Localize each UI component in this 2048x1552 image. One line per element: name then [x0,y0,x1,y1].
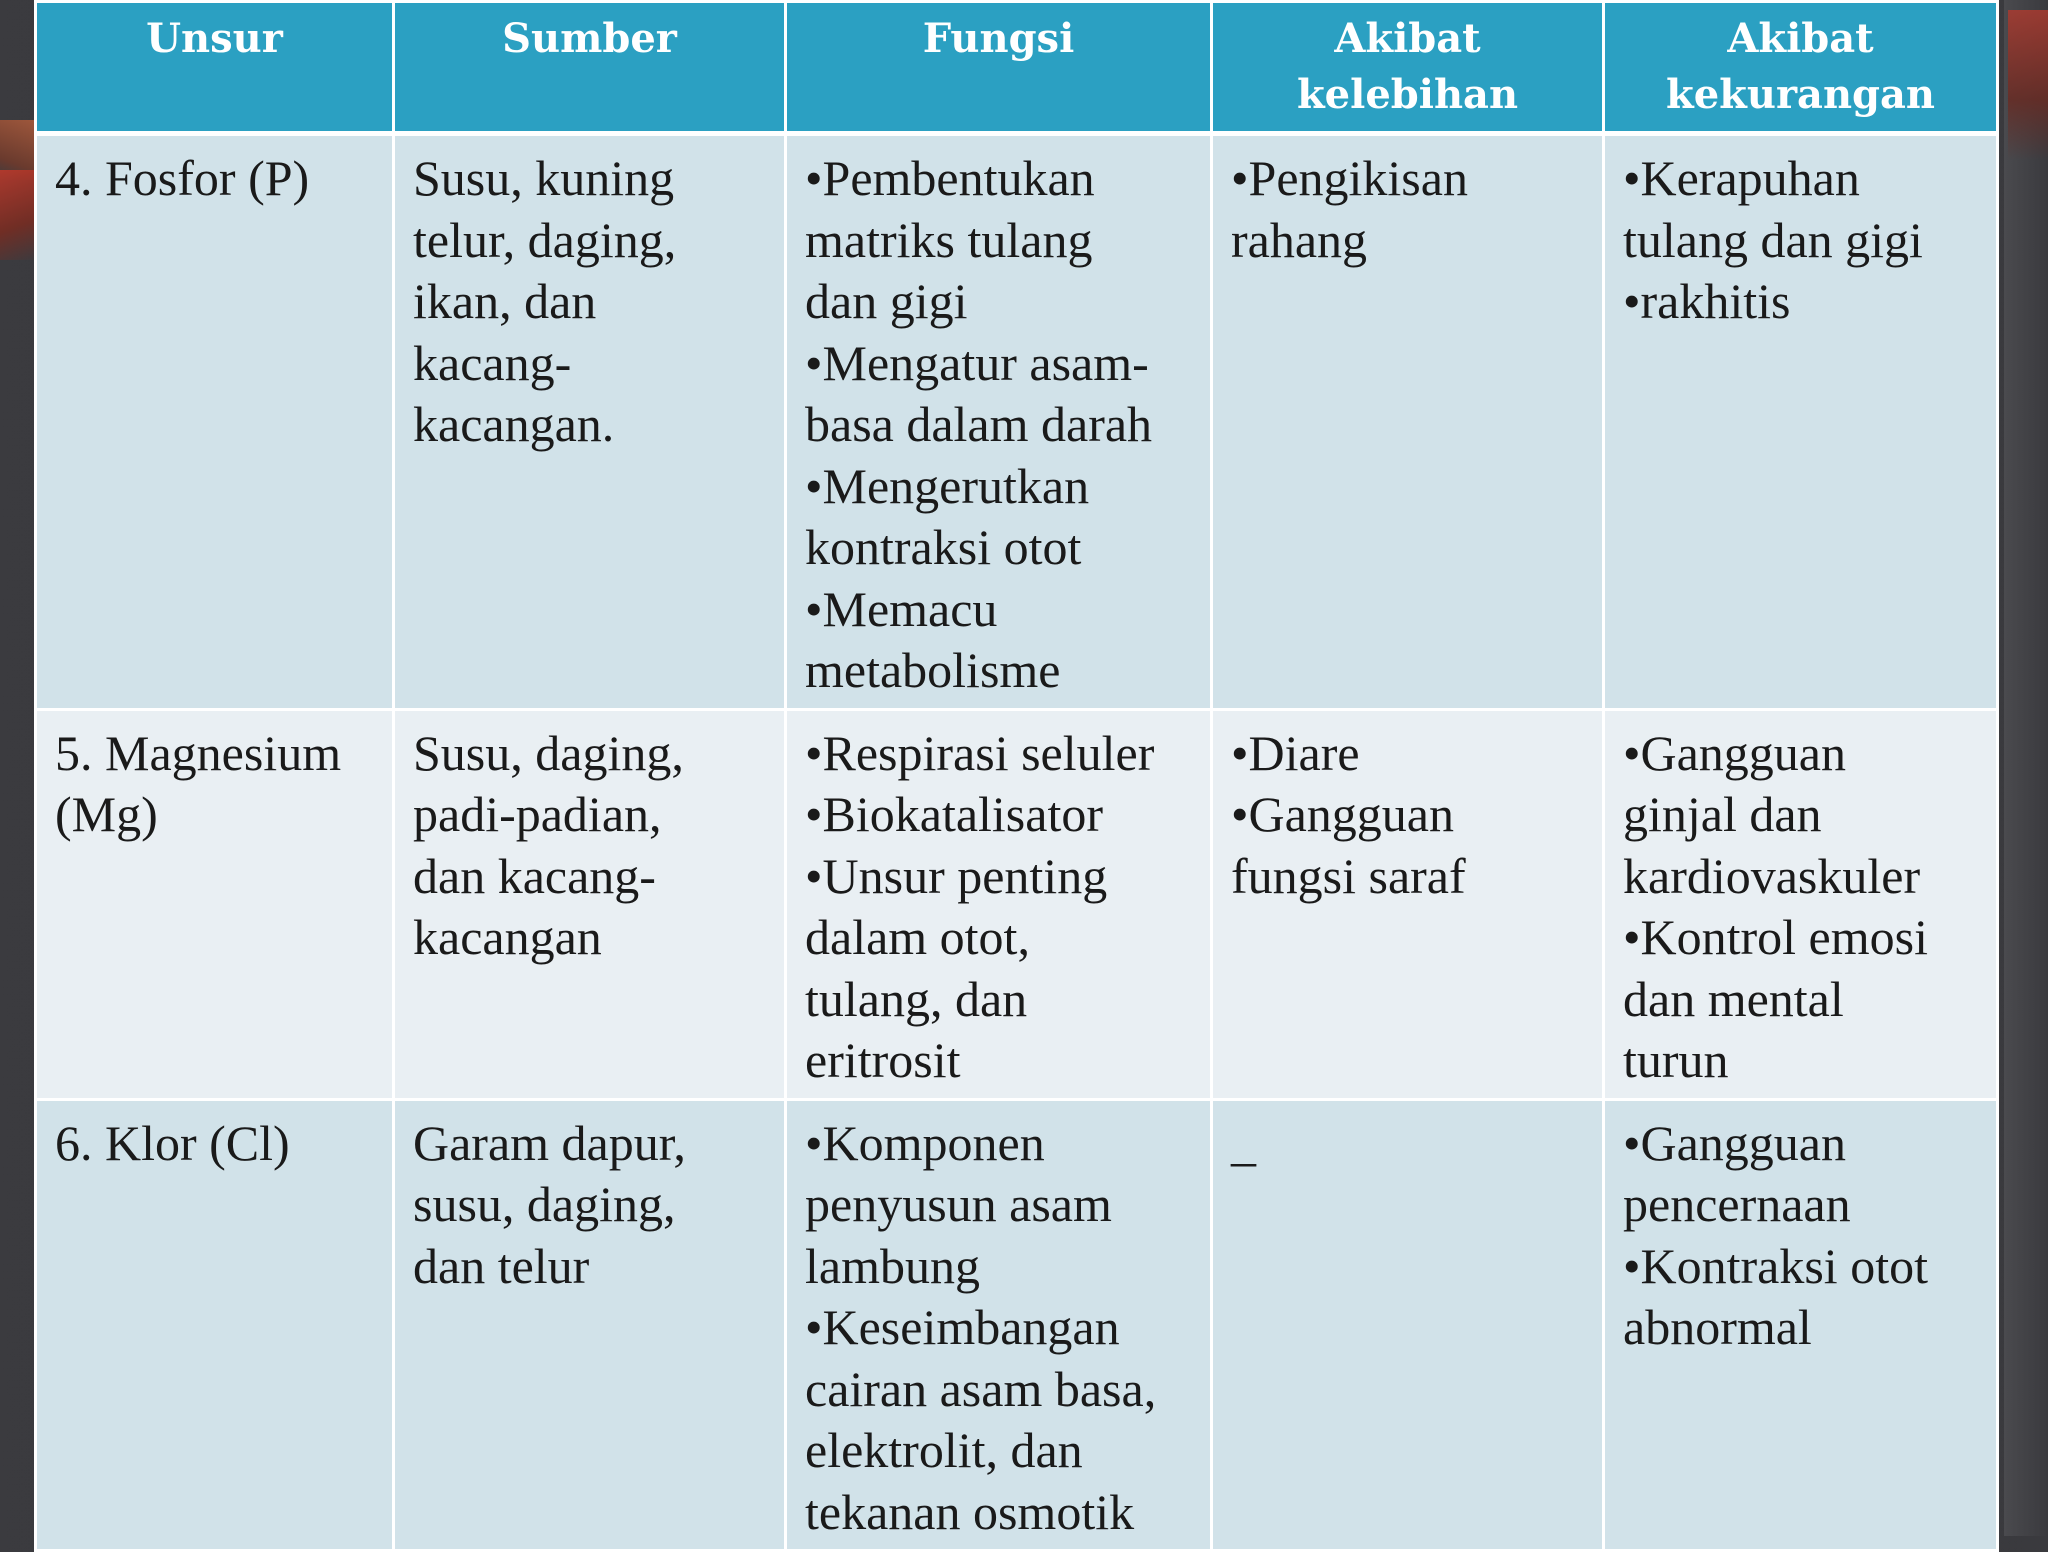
header-line: Sumber [502,15,677,62]
cell-line: 6. Klor (Cl) [55,1114,290,1171]
cell-line: tekanan osmotik [805,1483,1135,1540]
header-line: Akibat [1727,15,1874,62]
header-sumber [394,2,786,134]
cell-akibat-kekurangan [1604,709,1998,1099]
cell-unsur [36,134,394,710]
table-row-fosfor [36,134,1998,710]
cell-line: ginjal dan [1623,786,1822,842]
cell-line: dan kacang- [413,847,656,904]
cell-line: •Kontrol emosi [1623,909,1928,965]
cell-akibat-kelebihan [1212,134,1604,710]
cell-fungsi [786,134,1212,710]
cell-line: abnormal [1623,1299,1812,1355]
cell-fungsi [786,709,1212,1099]
cell-line: tulang dan gigi [1623,211,1923,268]
header-row [36,2,1998,134]
cell-line: •Kontraksi otot [1623,1237,1928,1294]
cell-line: •Mengerutkan [805,457,1090,514]
cell-line: •Pembentukan [805,150,1095,206]
cell-line: •Kerapuhan [1623,150,1860,206]
cell-line: Garam dapur, [413,1114,686,1171]
cell-line: turun [1623,1032,1729,1088]
cell-line: dan telur [413,1237,590,1294]
cell-line: metabolisme [805,642,1061,698]
cell-akibat-kekurangan [1604,1099,1998,1551]
decorative-side-panel [2004,0,2048,1536]
cell-line: •Keseimbangan [805,1299,1120,1355]
cell-line: •Pengikisan [1231,150,1468,206]
cell-line: Susu, kuning [413,150,675,206]
cell-line: •Respirasi seluler [805,724,1155,781]
cell-line: •Unsur penting [805,847,1108,904]
cell-line: kacangan. [413,396,615,452]
cell-line: •rakhitis [1623,273,1791,329]
cell-line: Susu, daging, [413,724,684,781]
decorative-accent [2008,10,2048,160]
cell-line: kontraksi otot [805,519,1082,575]
cell-line: kacang- [413,334,572,391]
cell-line: dan gigi [805,273,968,329]
cell-line: 4. Fosfor (P) [55,150,310,206]
header-line: kelebihan [1296,71,1519,118]
cell-line: •Gangguan [1231,786,1454,842]
header-akibat-kelebihan [1212,2,1604,134]
cell-line: kacangan [413,909,602,965]
cell-line: rahang [1231,211,1368,268]
cell-line: elektrolit, dan [805,1422,1083,1478]
cell-line: •Gangguan [1623,724,1846,781]
table-row-klor [36,1099,1998,1551]
cell-line: •Memacu [805,580,998,637]
cell-akibat-kelebihan [1212,1099,1604,1551]
cell-line: dalam otot, [805,909,1030,965]
cell-line: lambung [805,1237,980,1294]
cell-line: matriks tulang [805,211,1093,268]
cell-line: •Gangguan [1623,1114,1846,1171]
cell-line: tulang, dan [805,970,1028,1027]
cell-line: penyusun asam [805,1176,1112,1232]
header-line: kekurangan [1665,71,1935,118]
header-fungsi [786,2,1212,134]
cell-line: basa dalam darah [805,396,1153,452]
cell-akibat-kekurangan [1604,134,1998,710]
cell-fungsi [786,1099,1212,1551]
cell-line: fungsi saraf [1231,847,1466,904]
header-line: Akibat [1334,15,1481,62]
cell-line: •Biokatalisator [805,786,1103,842]
cell-line: susu, daging, [413,1176,676,1232]
cell-unsur [36,1099,394,1551]
header-akibat-kekurangan [1604,2,1998,134]
cell-line: •Mengatur asam- [805,334,1149,391]
cell-akibat-kelebihan [1212,709,1604,1099]
cell-line: (Mg) [55,786,158,842]
cell-line: 5. Magnesium [55,724,342,781]
cell-sumber [394,134,786,710]
cell-line: dan mental [1623,970,1844,1027]
cell-line: pencernaan [1623,1176,1851,1232]
cell-line: padi-padian, [413,786,662,842]
cell-line: _ [1231,1114,1256,1171]
cell-line: eritrosit [805,1032,961,1088]
cell-line: telur, daging, [413,211,677,268]
cell-line: ikan, dan [413,273,597,329]
table-row-magnesium [36,709,1998,1099]
cell-line: •Diare [1231,724,1360,781]
cell-line: kardiovaskuler [1623,847,1921,904]
cell-line: •Komponen [805,1114,1045,1171]
cell-line: cairan asam basa, [805,1360,1157,1417]
mineral-table [34,0,1999,1552]
cell-sumber [394,1099,786,1551]
cell-sumber [394,709,786,1099]
cell-unsur [36,709,394,1099]
header-line: Unsur [146,15,283,62]
header-line: Fungsi [922,15,1075,62]
header-unsur [36,2,394,134]
